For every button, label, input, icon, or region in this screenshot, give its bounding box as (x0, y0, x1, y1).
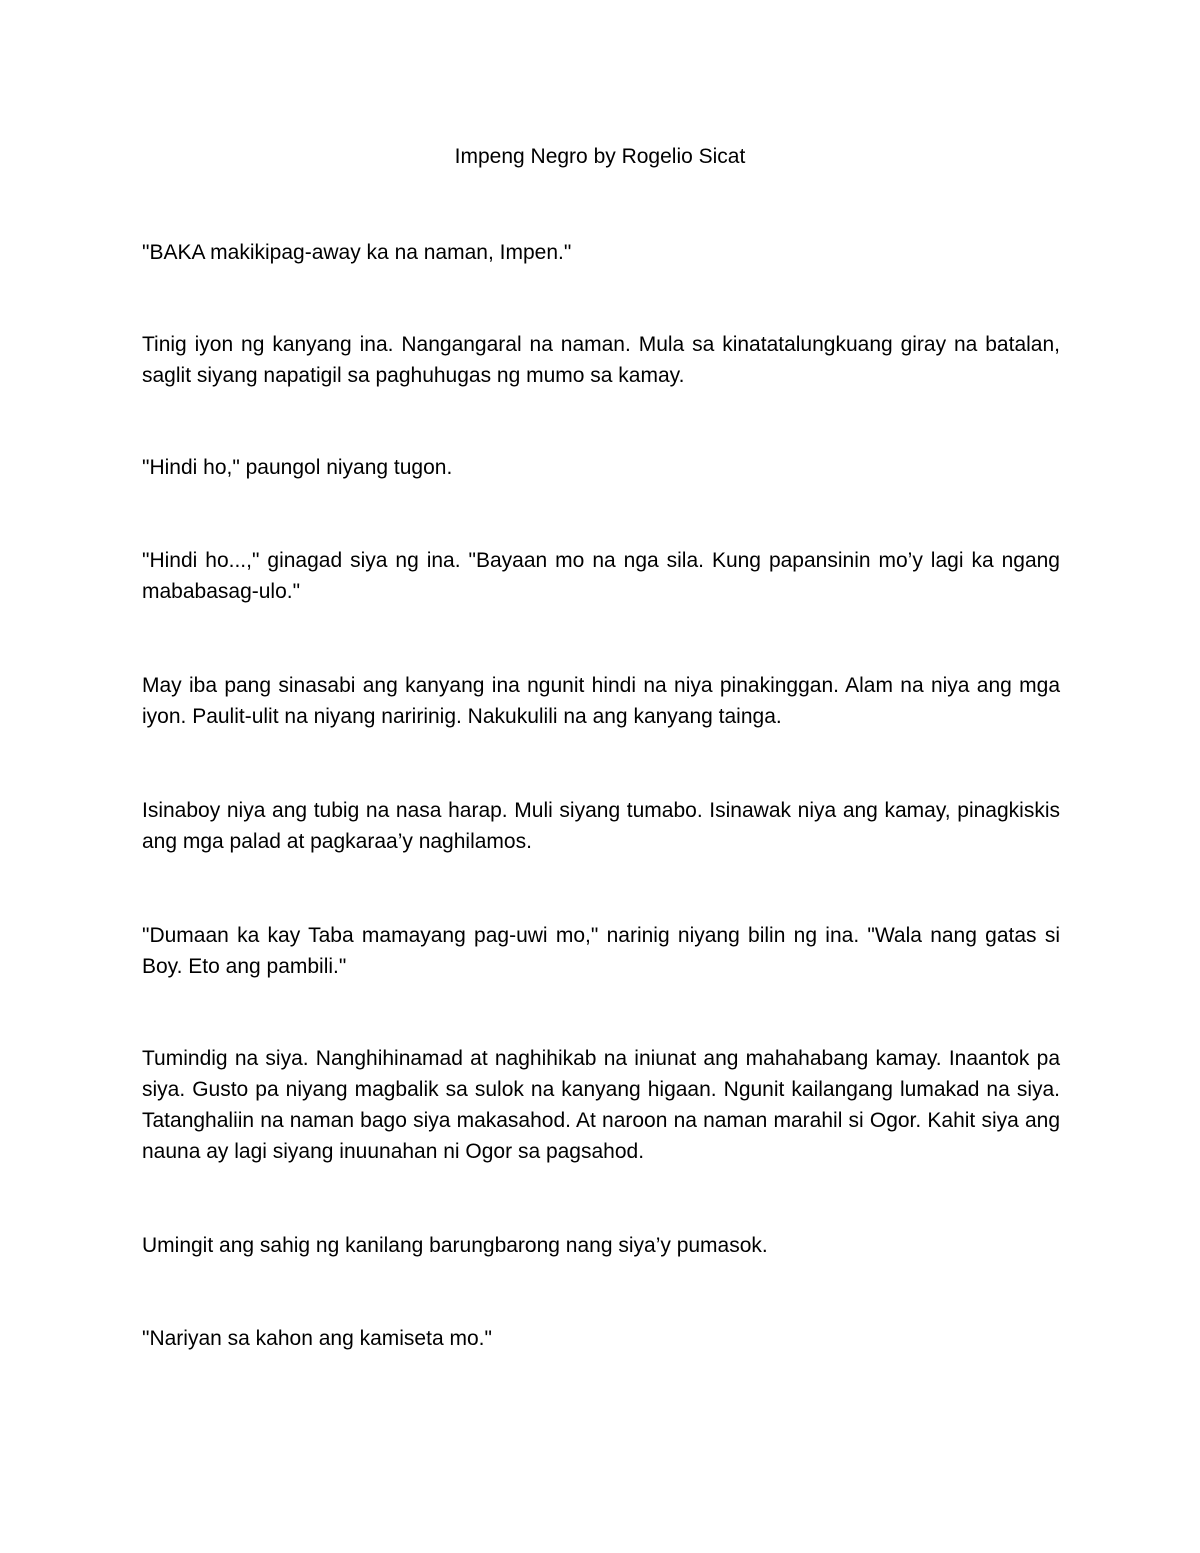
paragraph: "BAKA makikipag-away ka na naman, Impen." (142, 241, 572, 264)
paragraph: "Hindi ho," paungol niyang tugon. (142, 456, 453, 479)
paragraph: Tinig iyon ng kanyang ina. Nangangaral na naman. Mula sa kinatatalungkuang giray na batalan, saglit siyang napatigil sa paghuhugas ng mumo sa kamay. (142, 333, 1060, 387)
paragraph: "Hindi ho...," ginagad siya ng ina. "Bayaan mo na nga sila. Kung papansinin mo’y lagi ka ngang mababasag-ulo." (142, 549, 1060, 603)
paragraph: Tumindig na siya. Nanghihinamad at naghihikab na iniunat ang mahahabang kamay. Inaantok pa siya. Gusto pa niyang magbalik sa sulok na kanyang higaan. Ngunit kailangang lumakad na siya. Tatanghaliin na naman bago siya makasahod. At naroon na naman marahil si Ogor. Kahit siya ang nauna ay lagi siyang inuunahan ni Ogor sa pagsahod. (142, 1047, 1060, 1163)
document-title: Impeng Negro by Rogelio Sicat (454, 145, 746, 168)
paragraph: "Nariyan sa kahon ang kamiseta mo." (142, 1327, 492, 1350)
paragraph: "Dumaan ka kay Taba mamayang pag-uwi mo," narinig niyang bilin ng ina. "Wala nang gatas si Boy. Eto ang pambili." (142, 924, 1060, 978)
paragraph: May iba pang sinasabi ang kanyang ina ngunit hindi na niya pinakinggan. Alam na niya ang mga iyon. Paulit-ulit na niyang naririnig. Nakukulili na ang kanyang tainga. (142, 674, 1060, 728)
paragraph: Umingit ang sahig ng kanilang barungbarong nang siya’y pumasok. (142, 1234, 768, 1257)
paragraph: Isinaboy niya ang tubig na nasa harap. Muli siyang tumabo. Isinawak niya ang kamay, pinagkiskis ang mga palad at pagkaraa’y naghilamos. (142, 799, 1060, 853)
